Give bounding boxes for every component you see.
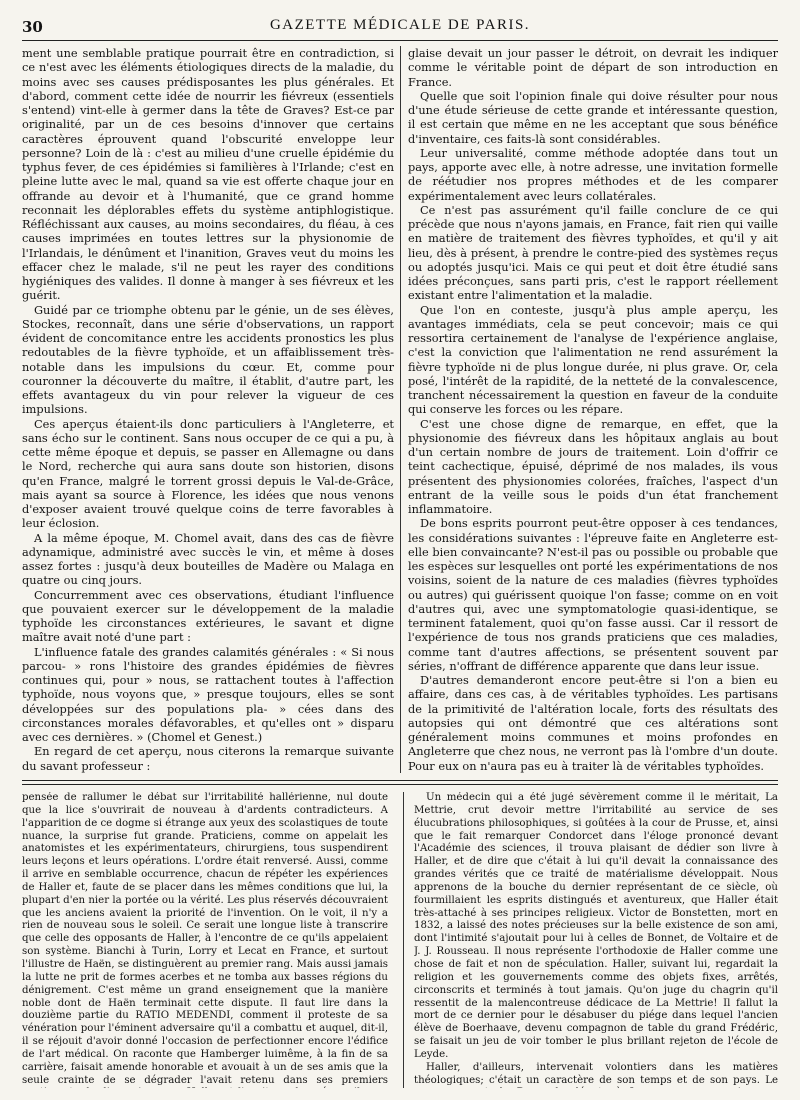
paragraph: Ce n'est pas assurément qu'il faille conclure de ce qui précède que nous n'ayons jamais, en France, fait rien qui vaille en matière de traitement des fièvres typhoïdes, et qu'il y ait lieu, dès à présent, à prendre le contre-pied des systèmes reçus ou adoptés jusqu'ici. Mais ce qui peut et doit être étudié sans idées préconçues, sans parti pris, c'est le rapport réellement existant entre l'alimentation et la maladie. [408, 202, 778, 303]
paragraph: En regard de cet aperçu, nous citerons la remarque suivante du savant professeur : [22, 744, 394, 773]
page-number: 30 [22, 18, 43, 36]
section-divider [22, 784, 778, 785]
right-column [408, 46, 778, 773]
feuilleton [22, 792, 778, 1088]
paragraph: A la même époque, M. Chomel avait, dans des cas de fièvre adynamique, administré avec succès le vin, et même à doses assez fortes : jusqu'à deux bouteilles de Madère ou Malaga en quatre ou cinq jours. [22, 530, 394, 588]
feuilleton-left-column [22, 792, 388, 1088]
feuilleton-right-column [414, 792, 778, 1088]
section-divider [22, 780, 778, 781]
quotation: L'influence fatale des grandes calamités générales : « Si nous parcou- » rons l'histoire des grandes épidémies de fièvres continues qui, pour » nous, se rattachent toutes à l'affection typhoïde, nous voyons que, » presque toujours, elles se sont développées sur des populations pla- » cées dans des circonstances morales défavorables, et qu'elles ont » disparu avec ces dernières. » (Chomel et Genest.) [22, 644, 394, 744]
paragraph: ment une semblable pratique pourrait être en contradiction, si ce n'est avec les éléments étiologiques directs de la maladie, du moins avec ses causes prédisposantes les plus générales. Et d'abord, comment cette idée de nourrir les fiévreux (essentiels s'entend) vint-elle à germer dans la tête de Graves? Est-ce par originalité, par un de ces besoins d'innover que certains caractères éprouvent quand l'obscurité enveloppe leur personne? Loin de là : c'est au milieu d'une cruelle épidémie du typhus fever, de ces épidémies si familières à l'Irlande; c'est en pleine lutte avec le mal, quand sa vie est offerte chaque jour en offrande au devoir et à l'humanité, que ce grand homme reconnait les déplorables effets du système antiphlogistique. Réfléchissant aux causes, au moins secondaires, du fléau, à ces causes imprimées en toutes lettres sur la physionomie de l'Irlandais, le dénûment et l'inanition, Graves veut du moins les effacer chez le malade, s'il ne peut les rayer des conditions hygiéniques des valides. Il donne à manger à ses fiévreux et les guérit. [22, 46, 394, 303]
left-column [22, 46, 394, 773]
paragraph: Haller, d'ailleurs, intervenait volontiers dans les matières théologiques; c'était un caractère de son temps et de son pays. Le [414, 1061, 778, 1086]
paragraph: De bons esprits pourront peut-être opposer à ces tendances, les considérations suivantes : l'épreuve faite en Angleterre est-elle bien convaincante? N'est-il pas ou possible ou probable que les espèces sur lesquelles ont porté les expérimentations de nos voisins, soient de la nature de ces maladies (fièvres typhoïdes ou autres) qui guérissent quoique l'on fasse; comme on en voit d'autres qui, avec une symptomatologie quasi-identique, se terminent fatalement, quoi qu'on fasse aussi. Car il ressort de l'expérience de tous nos grands praticiens que ces maladies, comme tant d'autres affections, se présentent souvent par séries, n'offrant de différence apparente que dans leur issue. [408, 516, 778, 673]
paragraph: Que l'on en conteste, jusqu'à plus ample aperçu, les avantages immédiats, cela se peut concevoir; mais ce qui ressortira certainement de l'analyse de l'expérience anglaise, c'est la conviction que l'alimentation ne rend assurément la fièvre typhoïde ni de plus longue durée, ni plus grave. Or, cela posé, l'intérêt de la rapidité, de la netteté de la convalescence, tranchent nécessairement la question en faveur de la conduite qui conserve les forces ou les répare. [408, 302, 778, 417]
paragraph: Quelle que soit l'opinion finale qui doive résulter pour nous d'une étude sérieuse de cette grande et intéressante question, il est certain que même en ne les acceptant que sous bénéfice d'inventaire, ces faits-là sont considérables. [408, 88, 778, 146]
paragraph: Concurremment avec ces observations, étudiant l'influence que pouvaient exercer sur le développement de la maladie typhoïde les circonstances extérieures, le savant et digne maître avait noté d'une part : [22, 587, 394, 645]
paragraph: C'est une chose digne de remarque, en effet, que la physionomie des fiévreux dans les hôpitaux anglais au bout d'un certain nombre de jours de traitement. Loin d'offrir ce teint cachectique, épuisé, déprimé de nos malades, ils vous présentent des physionomies colorées, fraîches, l'aspect d'un entrant de la veille sous le poids d'un état franchement inflammatoire. [408, 416, 778, 516]
paragraph: Guidé par ce triomphe obtenu par le génie, un de ses élèves, Stockes, reconnaît, dans une série d'observations, un rapport évident de concomitance entre les accidents pronostics les plus redoutables de la fièvre typhoïde, et un affaiblissement très-notable dans les impulsions du cœur. Et, comme pour couronner la découverte du maître, il établit, d'autre part, les effets avantageux du vin pour relever la vigueur de ces impulsions. [22, 302, 394, 417]
paragraph: Ces aperçus étaient-ils donc particuliers à l'Angleterre, et sans écho sur le continent. Sans nous occuper de ce qui a pu, à cette même époque et depuis, se passer en Allemagne ou dans le Nord, recherche qui aura sans doute son historien, disons qu'en France, malgré le torrent grossi depuis le Val-de-Grâce, mais ayant sa source à Florence, les idées que nous venons d'exposer avaient trouvé quelque coins de terre favorables à leur éclosion. [22, 416, 394, 531]
column-rule [400, 46, 401, 773]
paragraph: pensée de rallumer le débat sur l'irritabilité hallérienne, nul doute que la lice s'ouvrirait de nouveau à d'ardents contradicteurs. A l'apparition de ce dogme si étrange aux yeux des scolastiques de toute nuance, la surprise fut grande. Praticiens, comme on appelait les anatomistes et les expérimentateurs, chirurgiens, tous suspendirent leurs leçons et leurs opérations. L'ordre était renversé. Aussi, comme il arrive en semblable occurrence, chacun de répéter les expériences de Haller et, faute de se placer dans les mêmes conditions que lui, la plupart d'en nier la portée ou la vérité. Les plus réservés découvraient que les anciens avaient la priorité de l'invention. On le voit, il n'y a rien de nouveau sous le soleil. Ce serait une longue liste à transcrire que celle des opposants de Haller, à l'encontre de ce qu'ils appelaient son système. Bianchi à Turin, Lorry et Lecat en France, et surtout l'illustre de Haën, se distinguèrent au premier rang. Mais aussi jamais la lutte ne prit de formes acerbes et ne tomba aux basses régions du dénigrement. C'est même un grand enseignement que la manière noble dont de Haën terminait cette dispute. Il faut lire dans la douzième partie du RATIO MEDENDI, comment il proteste de sa vénération pour l'éminent adversaire qu'il a combattu et auquel, dit-il, il se réjouit d'avoir donné l'occasion de perfectionner encore l'édifice de l'art médical. On raconte que Hamberger luimême, à la fin de sa carrière, faisait amende honorable et avouait à un de ses amis que la seule crainte de se dégrader l'avait retenu dans ses premiers [22, 792, 388, 1086]
column-rule [403, 792, 404, 1088]
journal-title: GAZETTE MÉDICALE DE PARIS. [269, 17, 531, 33]
paragraph: glaise devait un jour passer le détroit, on devrait les indiquer comme le véritable point de départ de son introduction en France. [408, 46, 778, 89]
paragraph: D'autres demanderont encore peut-être si l'on a bien eu affaire, dans ces cas, à de véritables typhoïdes. Les partisans de la primitivité de l'altération locale, forts des résultats des autopsies qui ont démontré que ces altérations sont généralement moins communes et moins profondes en Angleterre que chez nous, ne verront pas là l'ombre d'un doute. Pour eux on n'aura pas eu à traiter là de véritables typhoïdes. [408, 673, 778, 773]
paragraph: Leur universalité, comme méthode adoptée dans tout un pays, apporte avec elle, à notre adresse, une invitation formelle de réétudier nos propres méthodes et de les comparer expérimentalement avec leurs collatérales. [408, 145, 778, 203]
page-header [22, 14, 778, 41]
main-article [22, 46, 778, 773]
paragraph: Un médecin qui a été jugé sévèrement comme il le méritait, La Mettrie, crut devoir mettre l'irritabilité au service de ses élucubrations philosophiques, si goûtées à la cour de Prusse, et, ainsi que le fait remarquer Condorcet dans l'éloge prononcé devant l'Académie des sciences, il trouva plaisant de dédier son livre à Haller, et de dire que c'était à lui qu'il devait la connaissance des grandes vérités que ce traité de matérialisme développait. Nous apprenons de la bouche du dernier représentant de ce siècle, où fourmillaient les esprits distingués et aventureux, que Haller était très-attaché à ses principes religieux. Victor de Bonstetten, mort en 1832, a laissé des notes précieuses sur la belle existence de son ami, dont l'intimité s'ajoutait pour lui à celles de Bonnet, de Voltaire et de J. J. Rousseau. Il nous représente l'orthodoxie de Haller comme une chose de fait et non de spéculation. Haller, suivant lui, regardait la religion et les gouvernements comme des objets fixes, arrêtés, circonscrits et terminés à tout jamais. Qu'on juge du chagrin qu'il ressentit de la malencontreuse dédicace de La Mettrie! Il fallut la mort de ce dernier pour le désabuser du piége dans lequel l'ancien élève de Boerhaave, devenu compagnon de table du grand Frédéric, se faisait un jeu de voir tomber le plus brillant rejeton de l'école de Leyde. [414, 792, 778, 1060]
